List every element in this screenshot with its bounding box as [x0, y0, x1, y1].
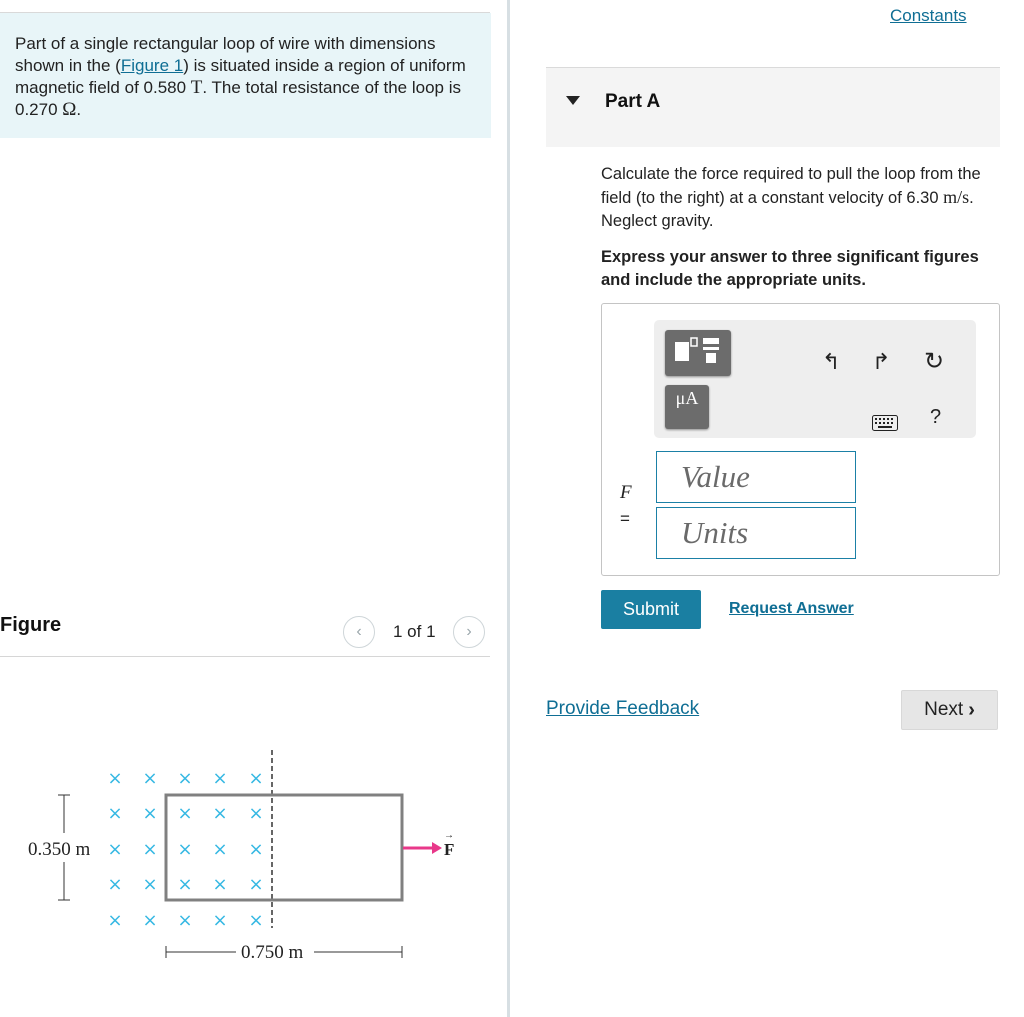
resistance-unit: Ω: [62, 99, 77, 120]
answer-variable: F: [620, 482, 632, 503]
problem-text-part: ) is situated inside a region of uniform magnetic field of 0.580: [15, 56, 466, 97]
answer-box: [601, 303, 1000, 576]
question-text-part: . Neglect gravity.: [601, 189, 974, 230]
next-button[interactable]: [901, 690, 998, 730]
field-x-mark: ×: [212, 803, 228, 824]
answer-instruction: Express your answer to three significant figures and include the appropriate units.: [601, 248, 979, 289]
units-input[interactable]: [656, 507, 856, 559]
field-x-mark: ×: [248, 768, 264, 789]
chevron-left-icon: ‹: [356, 623, 362, 640]
field-x-mark: ×: [248, 839, 264, 860]
figure-link[interactable]: Figure 1: [120, 56, 184, 75]
question-text: [601, 163, 1001, 233]
figure-next-button[interactable]: [453, 616, 485, 648]
field-x-mark: ×: [212, 768, 228, 789]
figure-heading: Figure: [0, 614, 62, 636]
field-x-mark: ×: [177, 803, 193, 824]
help-button[interactable]: ?: [930, 406, 942, 428]
width-label: 0.750 m: [241, 942, 304, 963]
problem-text: [15, 33, 476, 121]
force-vector-arrow: →: [444, 830, 454, 841]
field-x-mark: ×: [177, 874, 193, 895]
math-toolbar: [654, 320, 976, 438]
caret-down-icon[interactable]: [566, 96, 580, 105]
chevron-right-icon: ›: [968, 698, 975, 721]
velocity-unit: m/s: [943, 187, 970, 207]
problem-text-part: Part of a single rectangular loop of wire with dimensions shown in the (: [15, 34, 436, 75]
part-a-header[interactable]: [546, 67, 1000, 147]
request-answer-link[interactable]: Request Answer: [729, 600, 854, 617]
next-label: Next: [924, 699, 964, 720]
problem-statement-box: [0, 13, 491, 138]
field-x-mark: ×: [142, 839, 158, 860]
height-label: 0.350 m: [28, 839, 91, 860]
field-x-mark: ×: [107, 803, 123, 824]
redo-icon[interactable]: ↱: [872, 349, 891, 374]
field-x-mark: ×: [177, 839, 193, 860]
field-x-mark: ×: [142, 910, 158, 931]
field-x-mark: ×: [177, 768, 193, 789]
figure-counter: 1 of 1: [393, 622, 436, 641]
question-text-part: Calculate the force required to pull the loop from the field (to the right) at a constant velocity of 6.30: [601, 165, 981, 207]
field-unit: T: [190, 77, 203, 98]
field-x-mark: ×: [142, 803, 158, 824]
field-x-mark: ×: [248, 874, 264, 895]
answer-equals: =: [620, 509, 630, 528]
part-title: Part A: [605, 91, 661, 112]
figure-prev-button[interactable]: [343, 616, 375, 648]
submit-button[interactable]: Submit: [601, 590, 701, 629]
value-input[interactable]: [656, 451, 856, 503]
wire-loop: [166, 795, 402, 900]
template-icon: [665, 330, 731, 376]
provide-feedback-link[interactable]: Provide Feedback: [546, 698, 700, 719]
problem-text-part: .: [76, 100, 82, 119]
reset-icon[interactable]: ↻: [924, 348, 945, 375]
keyboard-icon[interactable]: [872, 413, 898, 435]
force-arrowhead: [432, 842, 442, 854]
units-label: μA: [675, 388, 699, 408]
field-x-mark: ×: [177, 910, 193, 931]
units-button[interactable]: [665, 385, 709, 429]
field-x-mark: ×: [142, 874, 158, 895]
constants-link[interactable]: Constants: [890, 6, 967, 25]
undo-icon[interactable]: ↰: [822, 349, 841, 374]
field-x-mark: ×: [107, 839, 123, 860]
field-x-mark: ×: [107, 910, 123, 931]
field-x-mark: ×: [107, 768, 123, 789]
magnetic-field-marks: [107, 768, 263, 931]
keyboard-shape: [872, 415, 898, 431]
field-x-mark: ×: [212, 839, 228, 860]
template-button[interactable]: [665, 330, 731, 376]
field-x-mark: ×: [248, 910, 264, 931]
problem-text-part: . The total resistance of the loop is 0.270: [15, 78, 462, 119]
field-x-mark: ×: [142, 768, 158, 789]
field-x-mark: ×: [212, 910, 228, 931]
panel-divider: [507, 0, 510, 1017]
field-x-mark: ×: [212, 874, 228, 895]
loop-figure: [0, 740, 480, 980]
field-x-mark: ×: [107, 874, 123, 895]
figure-rule: [0, 656, 490, 657]
field-x-mark: ×: [248, 803, 264, 824]
chevron-right-icon: ›: [466, 623, 472, 640]
force-label: F: [444, 840, 455, 859]
